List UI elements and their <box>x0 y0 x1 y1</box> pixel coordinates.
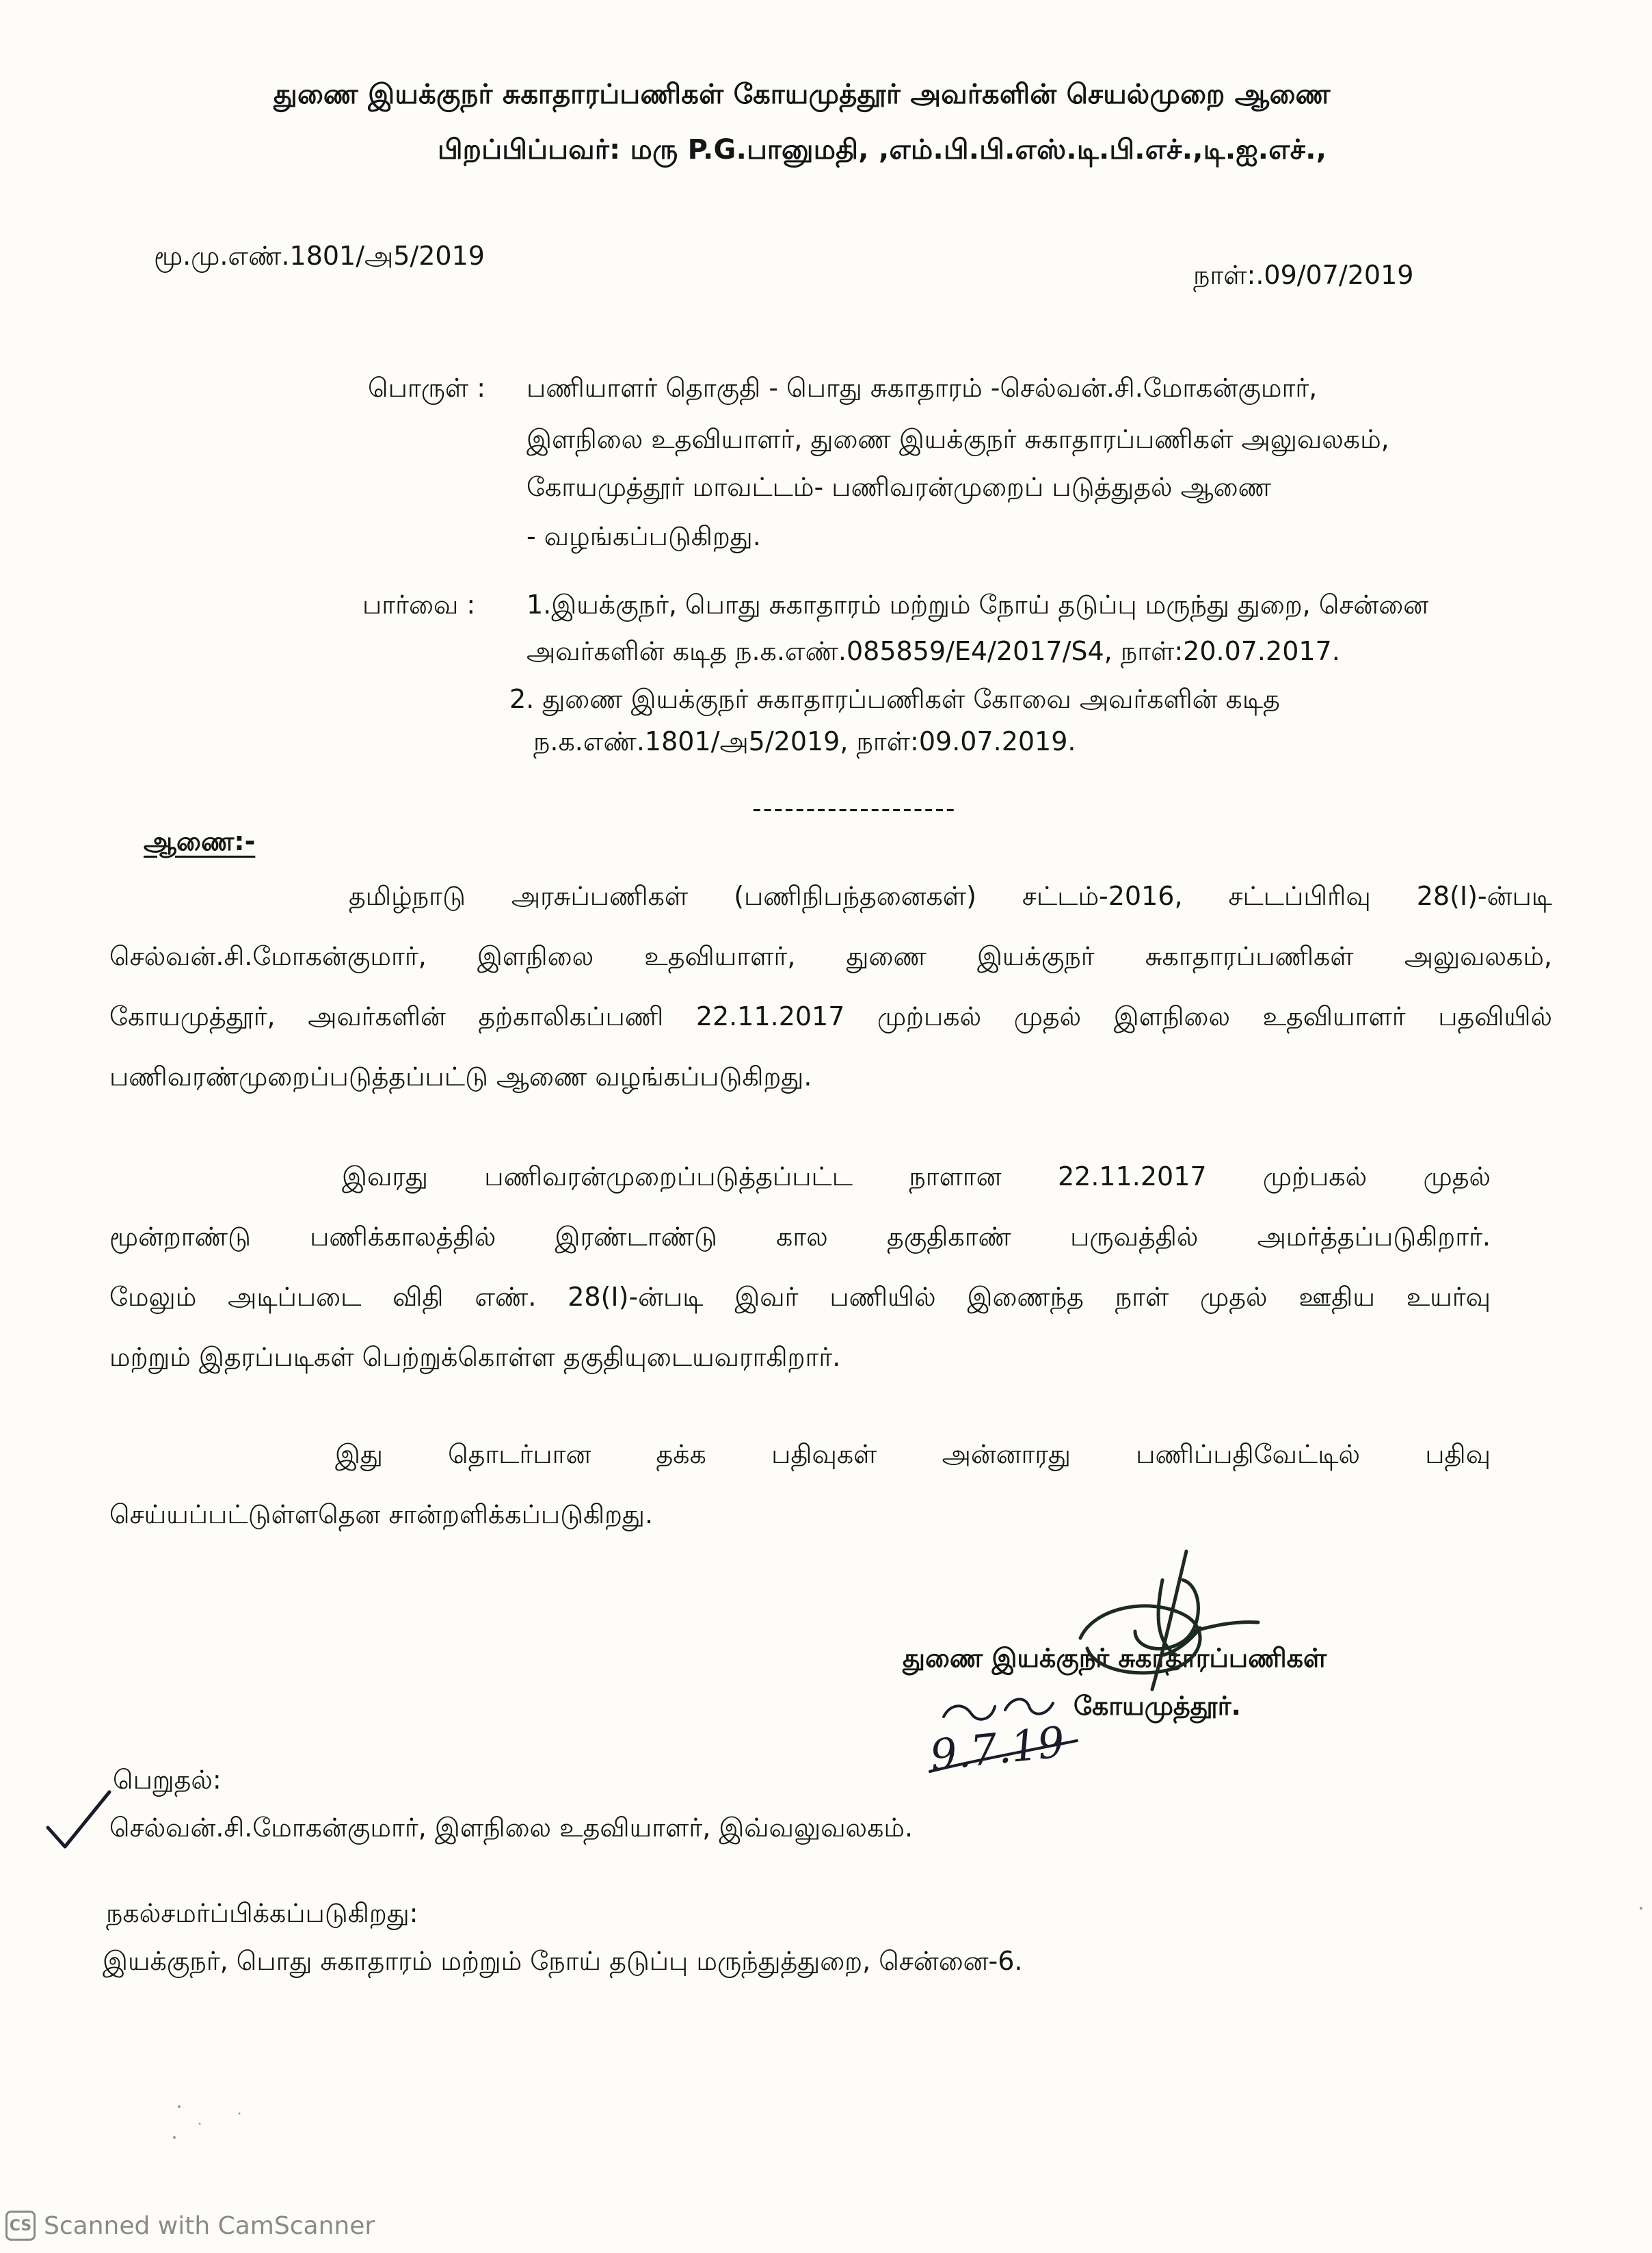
paragraph-line: மேலும் அடிப்படை விதி எண். 28(I)-ன்படி இவர் பணியில் இணைந்த நாள் முதல் ஊதிய உயர்வு <box>109 1282 1491 1312</box>
reference-line: 1.இயக்குநர், பொது சுகாதாரம் மற்றும் நோய் தடுப்பு மருந்து துறை, சென்னை <box>527 590 1429 620</box>
subject-line: - வழங்கப்படுகிறது. <box>527 521 761 551</box>
header-title: துணை இயக்குநர் சுகாதாரப்பணிகள் கோயமுத்தூர் அவர்களின் செயல்முறை ஆணை <box>274 79 1331 110</box>
reference-line: 2. துணை இயக்குநர் சுகாதாரப்பணிகள் கோவை அவர்களின் கடித <box>509 684 1280 714</box>
reference-number: மூ.மு.எண்.1801/அ5/2019 <box>154 241 485 271</box>
paragraph-line: செய்யப்பட்டுள்ளதென சான்றளிக்கப்படுகிறது. <box>109 1499 654 1529</box>
paragraph-line: இவரது பணிவரன்முறைப்படுத்தப்பட்ட நாளான 22.11.2017 முற்பகல் முதல் <box>342 1161 1491 1191</box>
copy-label: நகல்சமர்ப்பிக்கப்படுகிறது: <box>106 1898 418 1928</box>
order-heading: ஆணை:- <box>144 826 256 856</box>
subject-line: இளநிலை உதவியாளர், துணை இயக்குநர் சுகாதாரப்பணிகள் அலுவலகம், <box>527 424 1389 454</box>
subject-label: பொருள் : <box>368 373 486 403</box>
scan-speckles <box>173 1907 1642 2139</box>
paragraph-line: தமிழ்நாடு அரசுப்பணிகள் (பணிநிபந்தனைகள்) சட்டம்-2016, சட்டப்பிரிவு 28(I)-ன்படி <box>349 881 1552 911</box>
paragraph-line: மூன்றாண்டு பணிக்காலத்தில் இரண்டாண்டு கால தகுதிகாண் பருவத்தில் அமர்த்தப்படுகிறார். <box>109 1222 1491 1252</box>
reference-line: ந.க.எண்.1801/அ5/2019, நாள்:09.07.2019. <box>533 726 1076 756</box>
signatory-place: கோயமுத்தூர். <box>1074 1691 1241 1721</box>
reference-line: அவர்களின் கடித ந.க.எண்.085859/E4/2017/S4, நாள்:20.07.2017. <box>527 636 1340 666</box>
subject-line: கோயமுத்தூர் மாவட்டம்- பணிவரன்முறைப் படுத்துதல் ஆணை <box>527 472 1271 502</box>
handwritten-date: 9.7.19 <box>927 1716 1067 1781</box>
handwritten-initial <box>930 1699 1077 1771</box>
reference-label: பார்வை : <box>362 590 476 620</box>
paragraph-line: கோயமுத்தூர், அவர்களின் தற்காலிகப்பணி 22.11.2017 முற்பகல் முதல் இளநிலை உதவியாளர் பதவியில் <box>109 1001 1552 1031</box>
header-issuer: பிறப்பிப்பவர்: மரு P.G.பானுமதி, ,எம்.பி.பி.எஸ்.டி.பி.எச்.,டி.ஐ.எச்., <box>438 134 1327 166</box>
paragraph-line: செல்வன்.சி.மோகன்குமார், இளநிலை உதவியாளர், துணை இயக்குநர் சுகாதாரப்பணிகள் அலுவலகம், <box>109 941 1552 971</box>
separator: ------------------- <box>752 793 957 824</box>
order-date: நாள்:.09/07/2019 <box>1193 260 1414 290</box>
copy-text: இயக்குநர், பொது சுகாதாரம் மற்றும் நோய் தடுப்பு மருந்துத்துறை, சென்னை-6. <box>103 1946 1023 1976</box>
recipient-label: பெறுதல்: <box>113 1765 222 1795</box>
recipient-text: செல்வன்.சி.மோகன்குமார், இளநிலை உதவியாளர், இவ்வலுவலகம். <box>109 1813 914 1843</box>
paragraph-line: மற்றும் இதரப்படிகள் பெற்றுக்கொள்ள தகுதியுடையவராகிறார். <box>109 1342 841 1372</box>
signature <box>1080 1551 1258 1689</box>
paragraph-line: பணிவரண்முறைப்படுத்தப்பட்டு ஆணை வழங்கப்படுகிறது. <box>109 1062 812 1092</box>
camscanner-logo-icon: CS <box>5 2211 36 2241</box>
signatory-title: துணை இயக்குநர் சுகாதாரப்பணிகள் <box>903 1643 1327 1673</box>
tick-mark-icon <box>48 1792 109 1847</box>
subject-line: பணியாளர் தொகுதி - பொது சுகாதாரம் -செல்வன்.சி.மோகன்குமார், <box>527 373 1318 403</box>
paragraph-line: இது தொடர்பான தக்க பதிவுகள் அன்னாரது பணிப்பதிவேட்டில் பதிவு <box>335 1439 1491 1469</box>
scanner-watermark: Scanned with CamScanner <box>44 2212 375 2240</box>
